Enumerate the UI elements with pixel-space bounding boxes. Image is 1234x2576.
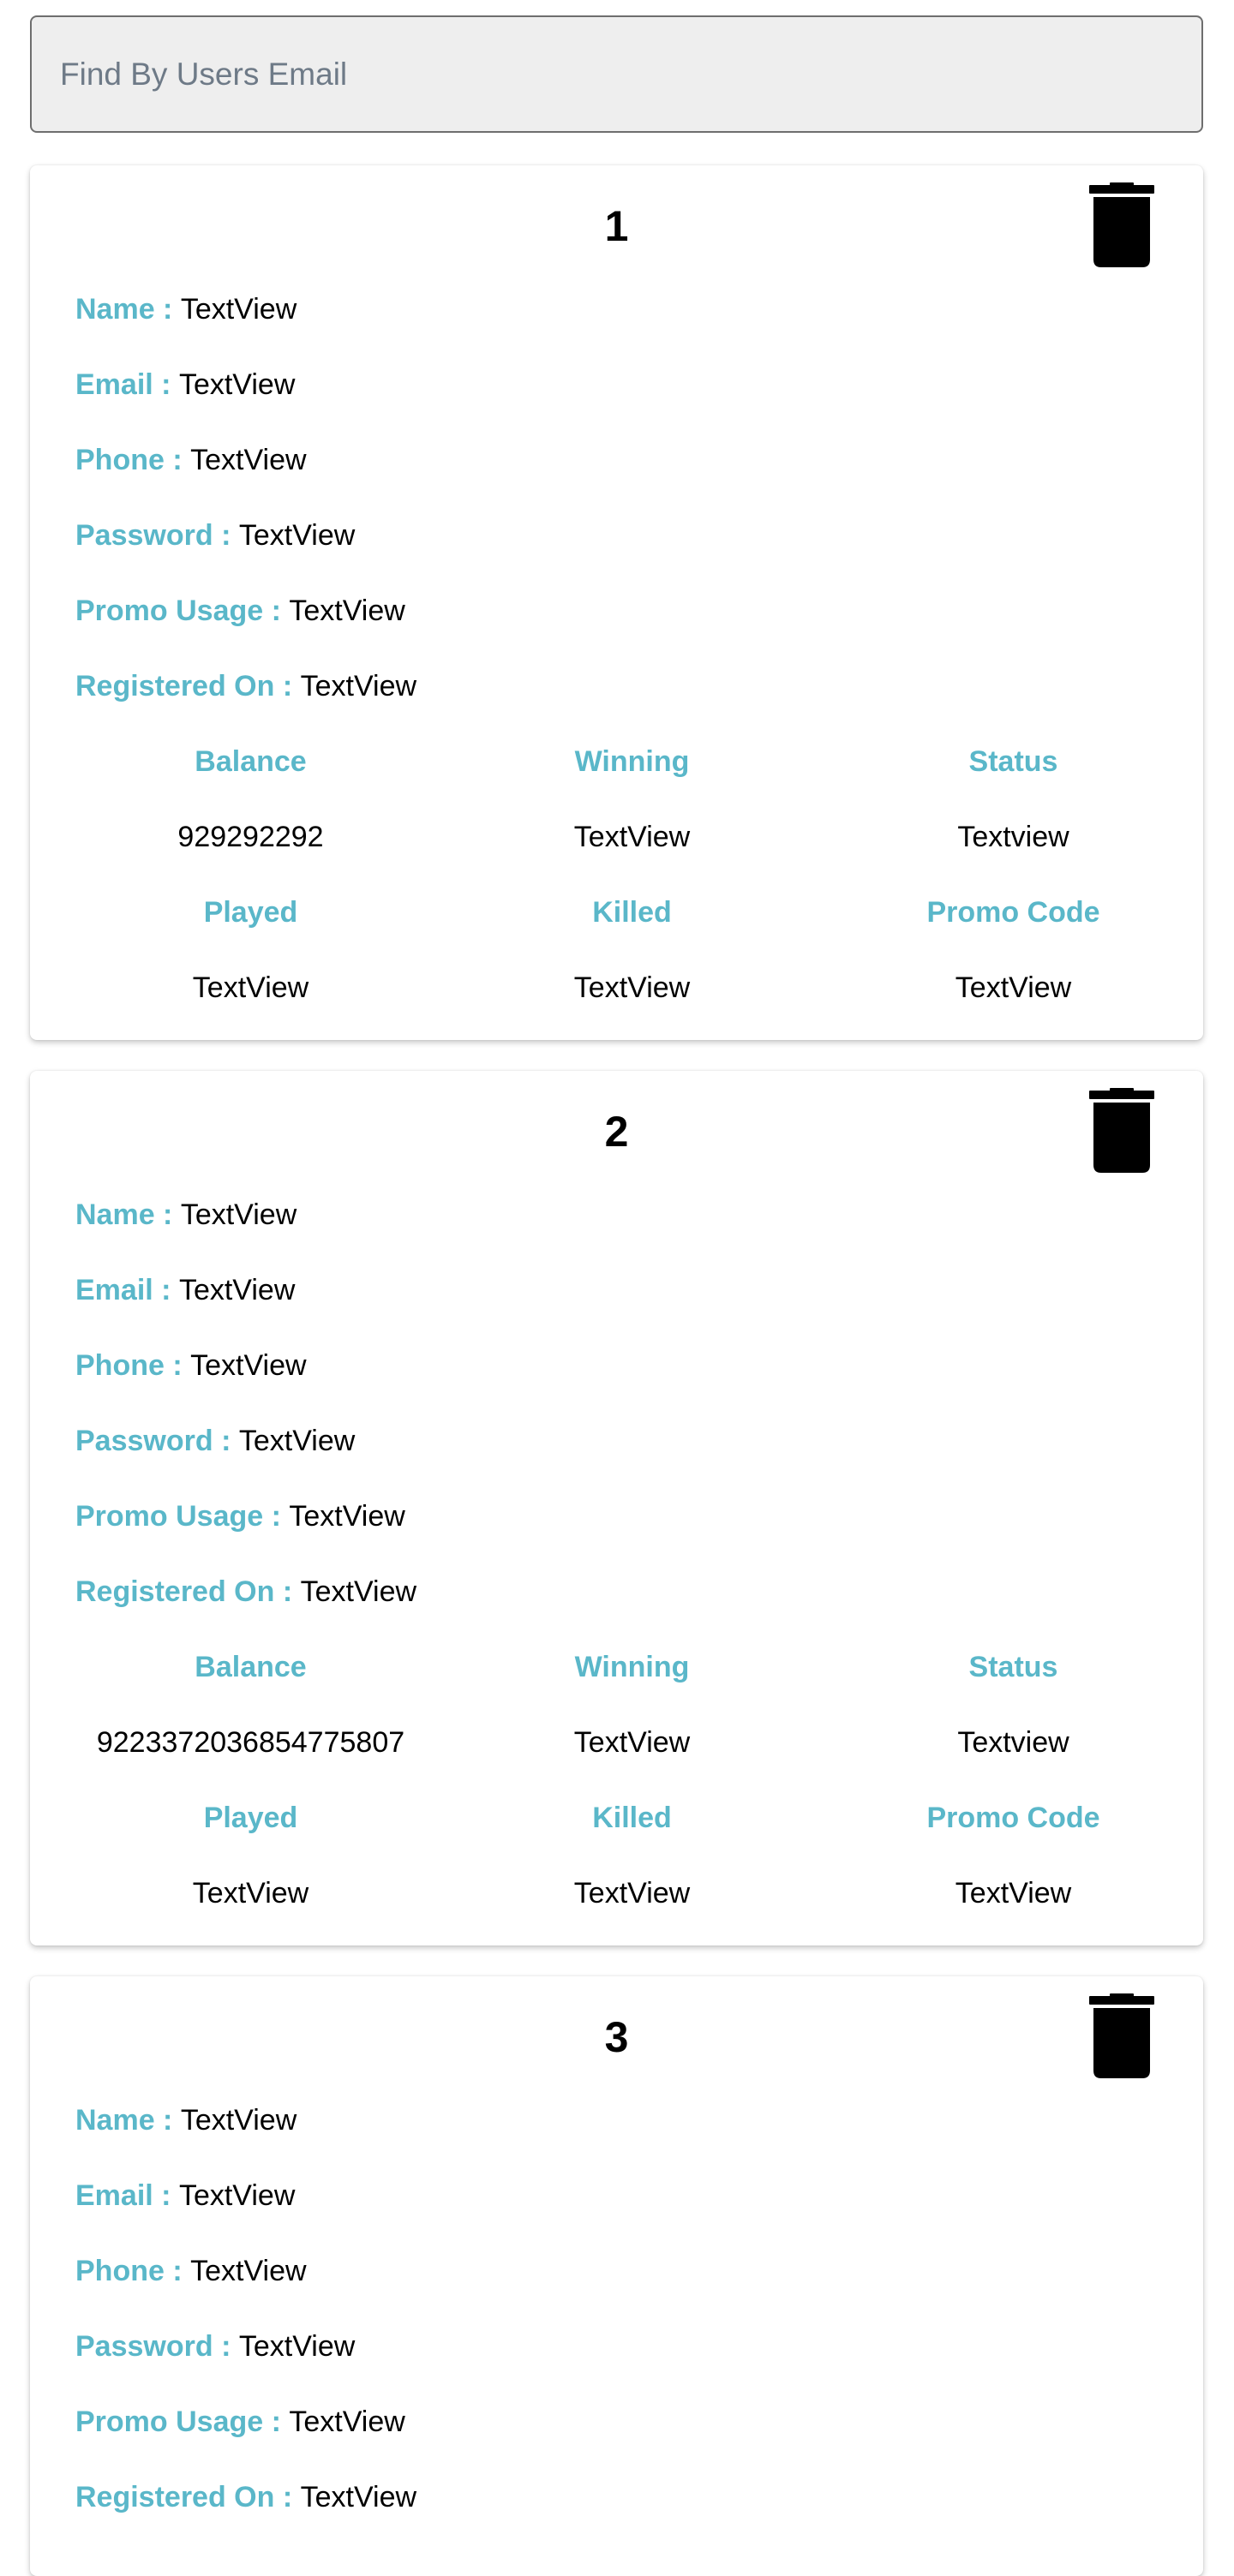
registered-on-row [75, 2478, 416, 2516]
phone-value: TextView [190, 2255, 307, 2287]
user-number: 3 [604, 2013, 629, 2061]
played-value: TextView [192, 971, 309, 1004]
promo-code-value: TextView [955, 1877, 1072, 1910]
promo-code-label: Promo Code [926, 896, 1100, 929]
promo-code-value: TextView [955, 971, 1072, 1004]
registered-on-row [75, 1573, 416, 1611]
killed-value: TextView [573, 971, 691, 1004]
status-label: Status [968, 745, 1058, 778]
phone-label: Phone : [75, 444, 191, 476]
phone-value: TextView [190, 1349, 307, 1382]
user-number: 1 [604, 202, 629, 250]
balance-label: Balance [195, 1651, 307, 1683]
name-label: Name : [75, 1198, 181, 1231]
name-row [75, 290, 297, 328]
promo-usage-label: Promo Usage : [75, 2406, 290, 2438]
trash-icon [1087, 1993, 1156, 2079]
phone-row [75, 441, 307, 479]
user-number: 2 [604, 1108, 629, 1156]
balance-value: 9223372036854775807 [96, 1726, 405, 1759]
search-email-input[interactable] [32, 17, 1201, 131]
email-label: Email : [75, 368, 179, 401]
delete-user-button[interactable] [1087, 182, 1156, 268]
delete-user-button[interactable] [1087, 1993, 1156, 2079]
killed-label: Killed [592, 1802, 672, 1834]
trash-icon [1087, 182, 1156, 268]
killed-value: TextView [573, 1877, 691, 1910]
promo-usage-value: TextView [289, 2406, 405, 2438]
promo-code-label: Promo Code [926, 1802, 1100, 1834]
name-label: Name : [75, 2104, 181, 2137]
password-row [75, 2328, 355, 2365]
password-row [75, 517, 355, 554]
registered-on-value: TextView [300, 2481, 417, 2513]
password-row [75, 1422, 355, 1460]
trash-icon [1087, 1088, 1156, 1174]
promo-usage-label: Promo Usage : [75, 1500, 290, 1533]
promo-usage-label: Promo Usage : [75, 595, 290, 627]
password-label: Password : [75, 1425, 239, 1457]
registered-on-label: Registered On : [75, 2481, 301, 2513]
promo-usage-row [75, 592, 405, 630]
played-value: TextView [192, 1877, 309, 1910]
winning-value: TextView [573, 821, 691, 853]
name-value: TextView [180, 1198, 297, 1231]
email-value: TextView [178, 368, 296, 401]
email-row [75, 366, 295, 403]
user-card [30, 165, 1203, 1040]
played-label: Played [203, 1802, 298, 1834]
name-value: TextView [180, 2104, 297, 2137]
password-value: TextView [238, 2330, 356, 2363]
phone-row [75, 1347, 307, 1384]
played-label: Played [203, 896, 298, 929]
password-value: TextView [238, 1425, 356, 1457]
registered-on-value: TextView [300, 1575, 417, 1608]
phone-value: TextView [190, 444, 307, 476]
registered-on-label: Registered On : [75, 1575, 301, 1608]
killed-label: Killed [592, 896, 672, 929]
registered-on-label: Registered On : [75, 670, 301, 702]
promo-usage-row [75, 2403, 405, 2441]
promo-usage-value: TextView [289, 1500, 405, 1533]
winning-label: Winning [574, 745, 690, 778]
user-card [30, 1976, 1203, 2576]
search-box[interactable] [30, 15, 1203, 133]
status-value: Textview [957, 1726, 1069, 1759]
balance-value: 929292292 [177, 821, 324, 853]
user-card [30, 1071, 1203, 1945]
email-value: TextView [178, 2179, 296, 2212]
name-value: TextView [180, 293, 297, 326]
name-label: Name : [75, 293, 181, 326]
registered-on-value: TextView [300, 670, 417, 702]
phone-label: Phone : [75, 2255, 191, 2287]
phone-row [75, 2252, 307, 2290]
promo-usage-row [75, 1497, 405, 1535]
email-label: Email : [75, 2179, 179, 2212]
email-value: TextView [178, 1274, 296, 1306]
winning-value: TextView [573, 1726, 691, 1759]
delete-user-button[interactable] [1087, 1088, 1156, 1174]
name-row [75, 1196, 297, 1234]
email-row [75, 2177, 295, 2214]
password-label: Password : [75, 2330, 239, 2363]
promo-usage-value: TextView [289, 595, 405, 627]
status-value: Textview [957, 821, 1069, 853]
registered-on-row [75, 667, 416, 705]
email-label: Email : [75, 1274, 179, 1306]
balance-label: Balance [195, 745, 307, 778]
winning-label: Winning [574, 1651, 690, 1683]
phone-label: Phone : [75, 1349, 191, 1382]
email-row [75, 1271, 295, 1309]
password-label: Password : [75, 519, 239, 552]
password-value: TextView [238, 519, 356, 552]
status-label: Status [968, 1651, 1058, 1683]
name-row [75, 2101, 297, 2139]
